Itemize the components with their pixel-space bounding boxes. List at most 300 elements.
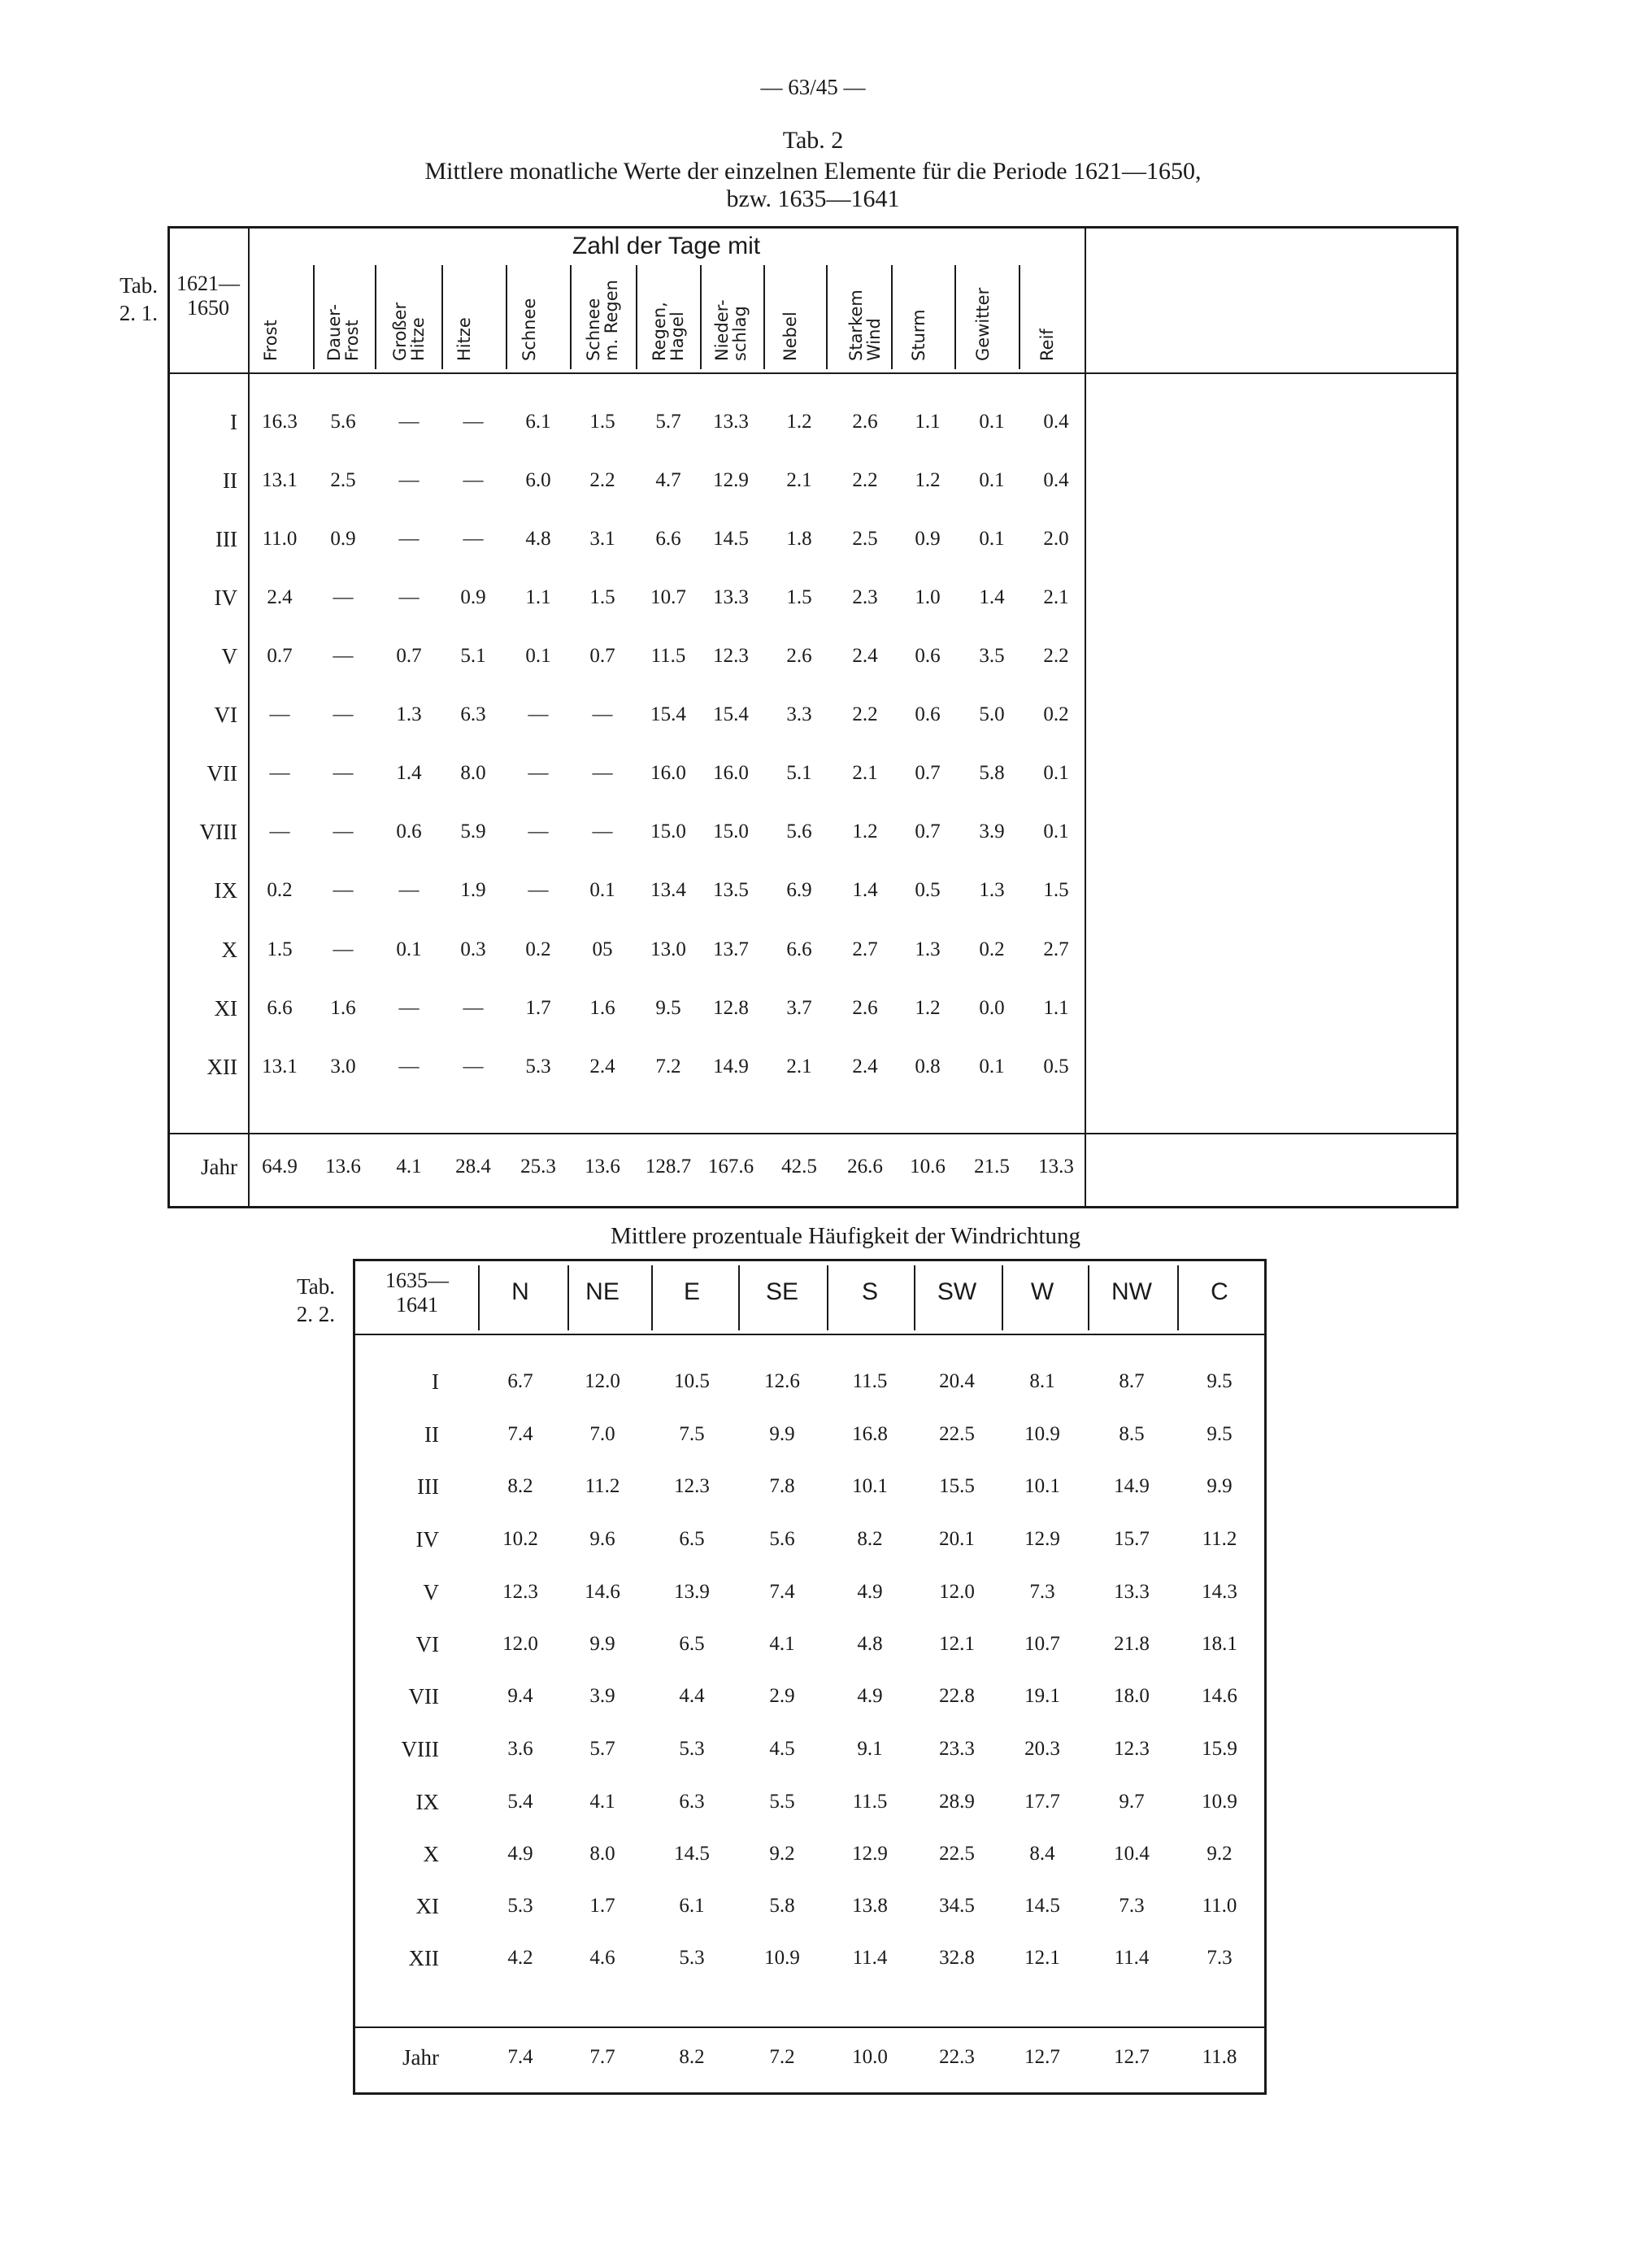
table2-row-label: XII bbox=[408, 1946, 439, 1970]
table2-cell: 14.5 bbox=[1024, 1895, 1060, 1917]
table1-cell: 0.2 bbox=[525, 938, 551, 960]
table2-row-label: VI bbox=[415, 1632, 439, 1656]
table2-cell: 12.9 bbox=[852, 1843, 888, 1865]
table2-cell: 7.8 bbox=[769, 1475, 795, 1497]
table1-cell: 6.6 bbox=[267, 997, 293, 1019]
table2-cell: 10.1 bbox=[1024, 1475, 1060, 1497]
table2-cell: 10.7 bbox=[1024, 1633, 1060, 1655]
table1-cell: 25.3 bbox=[520, 1156, 556, 1178]
table2-column-header: N bbox=[511, 1278, 529, 1305]
table1-cell: 5.0 bbox=[979, 703, 1005, 725]
table1-cell: 13.4 bbox=[650, 879, 686, 901]
table1-cell: 12.8 bbox=[713, 997, 749, 1019]
table2-cell: 7.7 bbox=[589, 2046, 615, 2068]
table1-column-rule bbox=[826, 265, 828, 369]
table1-cell: 1.8 bbox=[786, 528, 812, 550]
table2-cell: 11.2 bbox=[1202, 1528, 1237, 1550]
table1-row-label: I bbox=[230, 410, 237, 434]
table1-cell: 05 bbox=[592, 938, 613, 960]
table2-cell: 7.2 bbox=[769, 2046, 795, 2068]
table2-cell: 13.3 bbox=[1114, 1581, 1150, 1603]
table1-cell: 1.3 bbox=[396, 703, 422, 725]
table-title-line2: bzw. 1635—1641 bbox=[726, 185, 900, 212]
table1-cell: 2.2 bbox=[1043, 645, 1069, 667]
table1-cell: 14.5 bbox=[713, 528, 749, 550]
table1-cell: 1.5 bbox=[589, 411, 615, 433]
table1-cell: — bbox=[463, 997, 484, 1019]
table2-column-header: S bbox=[861, 1278, 878, 1305]
table1-column-header: Starkem Wind bbox=[846, 289, 884, 361]
table1-cell: 2.2 bbox=[589, 469, 615, 491]
table1-cell: 0.7 bbox=[915, 821, 941, 842]
table2-cell: 19.1 bbox=[1024, 1685, 1060, 1707]
table1-cell: 5.1 bbox=[786, 762, 812, 784]
table2-row-label: VIII bbox=[401, 1737, 439, 1761]
table1-cell: — bbox=[333, 586, 354, 608]
table2-cell: 5.6 bbox=[769, 1528, 795, 1550]
table2-cell: 14.5 bbox=[674, 1843, 710, 1865]
table2-cell: 4.6 bbox=[589, 1947, 615, 1969]
table1-column-rule bbox=[954, 265, 956, 369]
table1-cell: — bbox=[269, 821, 290, 842]
table1-cell: 2.4 bbox=[589, 1056, 615, 1077]
table2-row-label: VII bbox=[408, 1684, 439, 1709]
table2-column-header: NW bbox=[1111, 1278, 1152, 1305]
table1-cell: 0.8 bbox=[915, 1056, 941, 1077]
table1-cell: — bbox=[398, 411, 420, 433]
table2-cell: 8.4 bbox=[1029, 1843, 1055, 1865]
table1-column-rule bbox=[891, 265, 893, 369]
table1-cell: — bbox=[398, 997, 420, 1019]
table1-header-rule bbox=[167, 372, 1459, 374]
table2-cell: 6.3 bbox=[679, 1791, 705, 1813]
table2-cell: 9.9 bbox=[769, 1423, 795, 1445]
table1-column-header: Schnee m. Regen bbox=[584, 280, 621, 361]
table2-cell: 9.9 bbox=[1206, 1475, 1233, 1497]
table2-row-label: III bbox=[417, 1474, 439, 1499]
table1-cell: 5.3 bbox=[525, 1056, 551, 1077]
table2-title: Mittlere prozentuale Häufigkeit der Windrichtung bbox=[610, 1223, 1081, 1249]
table1-cell: 13.3 bbox=[1038, 1156, 1074, 1178]
table2-cell: 4.9 bbox=[857, 1581, 883, 1603]
table1-cell: 13.3 bbox=[713, 411, 749, 433]
table1-cell: 10.6 bbox=[910, 1156, 946, 1178]
table1-cell: 6.1 bbox=[525, 411, 551, 433]
table1-cell: 28.4 bbox=[455, 1156, 491, 1178]
table1-group-header: Zahl der Tage mit bbox=[572, 233, 761, 259]
table2-cell: 7.4 bbox=[769, 1581, 795, 1603]
table2-column-header: SW bbox=[937, 1278, 977, 1305]
table1-cell: 2.3 bbox=[852, 586, 878, 608]
table2-row-label: II bbox=[424, 1422, 439, 1447]
table1-cell: 6.9 bbox=[786, 879, 812, 901]
table1-cell: — bbox=[333, 645, 354, 667]
table1-cell: 0.1 bbox=[1043, 762, 1069, 784]
table2-row-label: X bbox=[423, 1842, 439, 1866]
table1-cell: 2.4 bbox=[852, 1056, 878, 1077]
table2-side-label: Tab. 2. 2. bbox=[296, 1274, 335, 1326]
table1-cell: 1.4 bbox=[852, 879, 878, 901]
table1-cell: — bbox=[398, 1056, 420, 1077]
table2-cell: 10.0 bbox=[852, 2046, 888, 2068]
table2-row-label: XI bbox=[415, 1894, 439, 1918]
table2-cell: 11.4 bbox=[1114, 1947, 1150, 1969]
table2-cell: 12.0 bbox=[585, 1370, 620, 1392]
table1-column-header: Nieder- schlag bbox=[712, 299, 750, 361]
table2-cell: 12.6 bbox=[764, 1370, 800, 1392]
table1-cell: 1.1 bbox=[1043, 997, 1069, 1019]
table1-row-label: IV bbox=[214, 586, 237, 610]
table1-column-rule bbox=[570, 265, 572, 369]
table1-cell: 0.1 bbox=[979, 1056, 1005, 1077]
table2-column-rule bbox=[738, 1265, 740, 1330]
table1-cell: 12.3 bbox=[713, 645, 749, 667]
table2-cell: 9.4 bbox=[507, 1685, 533, 1707]
table2-cell: 10.9 bbox=[764, 1947, 800, 1969]
table1-cell: 1.9 bbox=[460, 879, 486, 901]
table2-cell: 23.3 bbox=[939, 1738, 975, 1760]
table1-cell: 0.1 bbox=[979, 411, 1005, 433]
table2-cell: 1.7 bbox=[589, 1895, 615, 1917]
table1-cell: 21.5 bbox=[974, 1156, 1010, 1178]
table1-cell: 1.2 bbox=[915, 469, 941, 491]
table1-cell: 5.6 bbox=[786, 821, 812, 842]
table1-total-rule bbox=[167, 1133, 1459, 1134]
table2-cell: 8.2 bbox=[507, 1475, 533, 1497]
table1-cell: 0.1 bbox=[979, 528, 1005, 550]
table1-cell: 13.3 bbox=[713, 586, 749, 608]
table1-cell: — bbox=[333, 821, 354, 842]
table2-cell: 9.7 bbox=[1119, 1791, 1145, 1813]
table2-row-label: I bbox=[432, 1369, 439, 1394]
table1-cell: 1.5 bbox=[267, 938, 293, 960]
table2-total-rule bbox=[353, 2026, 1267, 2028]
table2-column-rule bbox=[914, 1265, 915, 1330]
table1-cell: 0.9 bbox=[460, 586, 486, 608]
table2-cell: 18.1 bbox=[1202, 1633, 1237, 1655]
table1-cell: 0.2 bbox=[979, 938, 1005, 960]
table1-column-rule bbox=[763, 265, 765, 369]
table2-cell: 8.5 bbox=[1119, 1423, 1145, 1445]
table1-cell: 128.7 bbox=[645, 1156, 692, 1178]
table1-cell: 0.1 bbox=[1043, 821, 1069, 842]
table-number: Tab. 2 bbox=[782, 127, 844, 154]
table1-cell: 15.0 bbox=[713, 821, 749, 842]
table2-cell: 10.5 bbox=[674, 1370, 710, 1392]
table1-cell: 16.0 bbox=[650, 762, 686, 784]
table1-cell: 10.7 bbox=[650, 586, 686, 608]
table1-cell: 2.1 bbox=[786, 469, 812, 491]
table1-cell: 2.6 bbox=[786, 645, 812, 667]
table1-cell: 0.1 bbox=[525, 645, 551, 667]
table-title-line1: Mittlere monatliche Werte der einzelnen Elemente für die Periode 1621—1650, bbox=[424, 158, 1202, 185]
table1-cell: — bbox=[269, 762, 290, 784]
table2-cell: 12.3 bbox=[502, 1581, 538, 1603]
table1-column-header: Großer Hitze bbox=[390, 302, 428, 361]
table1-cell: 2.4 bbox=[267, 586, 293, 608]
table1-cell: 13.6 bbox=[325, 1156, 361, 1178]
table1-cell: 11.5 bbox=[650, 645, 686, 667]
table2-cell: 22.8 bbox=[939, 1685, 975, 1707]
table1-cell: 0.6 bbox=[915, 645, 941, 667]
table1-cell: 1.5 bbox=[1043, 879, 1069, 901]
table1-cell: 15.0 bbox=[650, 821, 686, 842]
table1-cell: 1.2 bbox=[852, 821, 878, 842]
table2-cell: 5.3 bbox=[679, 1738, 705, 1760]
table1-cell: 3.3 bbox=[786, 703, 812, 725]
table2-cell: 11.2 bbox=[585, 1475, 620, 1497]
table2-cell: 5.4 bbox=[507, 1791, 533, 1813]
table2-cell: 15.7 bbox=[1114, 1528, 1150, 1550]
table1-column-rule bbox=[313, 265, 315, 369]
table2-column-rule bbox=[827, 1265, 828, 1330]
table1-cell: 0.3 bbox=[460, 938, 486, 960]
table2-cell: 12.3 bbox=[1114, 1738, 1150, 1760]
table1-cell: 0.6 bbox=[915, 703, 941, 725]
table1-cell: 3.7 bbox=[786, 997, 812, 1019]
table2-cell: 9.5 bbox=[1206, 1370, 1233, 1392]
table1-cell: 1.3 bbox=[915, 938, 941, 960]
table1-column-header: Hitze bbox=[454, 317, 474, 361]
table1-cell: 2.6 bbox=[852, 411, 878, 433]
table1-cell: 5.6 bbox=[330, 411, 356, 433]
table2-cell: 15.5 bbox=[939, 1475, 975, 1497]
table2-cell: 11.0 bbox=[1202, 1895, 1237, 1917]
table2-cell: 7.4 bbox=[507, 1423, 533, 1445]
table1-cell: 0.5 bbox=[1043, 1056, 1069, 1077]
table1-cell: 4.8 bbox=[525, 528, 551, 550]
table1-cell: — bbox=[333, 938, 354, 960]
table1-cell: 2.5 bbox=[852, 528, 878, 550]
table2-cell: 9.5 bbox=[1206, 1423, 1233, 1445]
table1-cell: 13.1 bbox=[262, 1056, 298, 1077]
table1-cell: — bbox=[269, 703, 290, 725]
table2-cell: 7.5 bbox=[679, 1423, 705, 1445]
table1-cell: 16.3 bbox=[262, 411, 298, 433]
table1-cell: — bbox=[398, 469, 420, 491]
table1-cell: — bbox=[592, 703, 613, 725]
table2-cell: 21.8 bbox=[1114, 1633, 1150, 1655]
table1-cell: 2.7 bbox=[1043, 938, 1069, 960]
table2-cell: 2.9 bbox=[769, 1685, 795, 1707]
table1-cell: — bbox=[592, 821, 613, 842]
table1-cell: 2.6 bbox=[852, 997, 878, 1019]
table1-cell: 2.1 bbox=[852, 762, 878, 784]
table2-cell: 12.1 bbox=[1024, 1947, 1060, 1969]
table1-period: 1621— 1650 bbox=[176, 272, 240, 320]
table1-cell: 2.4 bbox=[852, 645, 878, 667]
table1-cell: 0.1 bbox=[396, 938, 422, 960]
table1-cell: 2.2 bbox=[852, 703, 878, 725]
table1-column-rule bbox=[506, 265, 507, 369]
table2-cell: 17.7 bbox=[1024, 1791, 1060, 1813]
table1-cell: 4.1 bbox=[396, 1156, 422, 1178]
table1-cell: 1.4 bbox=[396, 762, 422, 784]
table2-row-label: IV bbox=[415, 1527, 439, 1552]
table1-column-header: Nebel bbox=[780, 311, 800, 361]
table1-row-label: VI bbox=[214, 703, 237, 727]
table2-column-rule bbox=[1088, 1265, 1089, 1330]
table1-cell: 0.7 bbox=[915, 762, 941, 784]
table2-cell: 11.5 bbox=[852, 1791, 888, 1813]
table1-cell: 3.9 bbox=[979, 821, 1005, 842]
table1-row-label: XI bbox=[214, 996, 237, 1021]
table1-column-rule bbox=[441, 265, 443, 369]
table1-column-header: Reif bbox=[1037, 329, 1057, 361]
table1-column-header: Sturm bbox=[909, 309, 928, 361]
table2-cell: 22.3 bbox=[939, 2046, 975, 2068]
table1-cell: 5.1 bbox=[460, 645, 486, 667]
table2-cell: 4.1 bbox=[769, 1633, 795, 1655]
table1-row-label: III bbox=[215, 527, 237, 551]
table2-cell: 16.8 bbox=[852, 1423, 888, 1445]
table2-cell: 4.4 bbox=[679, 1685, 705, 1707]
table1-cell: 0.9 bbox=[915, 528, 941, 550]
table1-cell: 1.6 bbox=[330, 997, 356, 1019]
table1-cell: 7.2 bbox=[655, 1056, 681, 1077]
table2-cell: 7.3 bbox=[1029, 1581, 1055, 1603]
table1-cell: — bbox=[333, 762, 354, 784]
table1-cell: 4.7 bbox=[655, 469, 681, 491]
table2-column-header: SE bbox=[765, 1278, 799, 1305]
table2-cell: 6.5 bbox=[679, 1528, 705, 1550]
table1-column-header: Gewitter bbox=[973, 287, 993, 361]
table2-cell: 9.9 bbox=[589, 1633, 615, 1655]
table2-cell: 9.1 bbox=[857, 1738, 883, 1760]
table1-cell: 0.7 bbox=[267, 645, 293, 667]
table1-cell: 6.6 bbox=[786, 938, 812, 960]
table1-cell: 15.4 bbox=[650, 703, 686, 725]
table2-cell: 13.8 bbox=[852, 1895, 888, 1917]
table1-row-label: IX bbox=[214, 878, 237, 903]
table2-cell: 5.7 bbox=[589, 1738, 615, 1760]
table1-cell: 6.3 bbox=[460, 703, 486, 725]
table1-cell: 1.5 bbox=[589, 586, 615, 608]
table1-cell: 1.0 bbox=[915, 586, 941, 608]
table2-cell: 7.3 bbox=[1206, 1947, 1233, 1969]
table2-cell: 12.0 bbox=[502, 1633, 538, 1655]
table2-cell: 4.2 bbox=[507, 1947, 533, 1969]
table1-row-label: X bbox=[221, 938, 237, 962]
table2-cell: 12.3 bbox=[674, 1475, 710, 1497]
table1-column-rule bbox=[700, 265, 702, 369]
table1-cell: — bbox=[592, 762, 613, 784]
table2-cell: 4.9 bbox=[857, 1685, 883, 1707]
table1-cell: 1.4 bbox=[979, 586, 1005, 608]
table1-row-label: Jahr bbox=[201, 1155, 237, 1179]
table1-cell: 1.2 bbox=[915, 997, 941, 1019]
table2-cell: 11.8 bbox=[1202, 2046, 1237, 2068]
table2-column-header: E bbox=[683, 1278, 700, 1305]
table2-cell: 12.0 bbox=[939, 1581, 975, 1603]
table1-cell: 2.1 bbox=[1043, 586, 1069, 608]
table1-cell: 0.1 bbox=[589, 879, 615, 901]
table1-cell: — bbox=[463, 469, 484, 491]
table1-cell: 0.5 bbox=[915, 879, 941, 901]
table1-cell: 167.6 bbox=[707, 1156, 754, 1178]
table2-cell: 7.0 bbox=[589, 1423, 615, 1445]
table1-column-header: Dauer- Frost bbox=[324, 303, 362, 361]
table1-cell: 0.2 bbox=[1043, 703, 1069, 725]
table1-cell: — bbox=[528, 821, 549, 842]
table2-cell: 11.5 bbox=[852, 1370, 888, 1392]
table2-cell: 9.6 bbox=[589, 1528, 615, 1550]
table1-cell: 1.2 bbox=[786, 411, 812, 433]
table1-cell: 64.9 bbox=[262, 1156, 298, 1178]
table1-cell: 1.6 bbox=[589, 997, 615, 1019]
table2-cell: 10.9 bbox=[1202, 1791, 1237, 1813]
table1-cell: 13.1 bbox=[262, 469, 298, 491]
table2-cell: 20.4 bbox=[939, 1370, 975, 1392]
table1-cell: 2.5 bbox=[330, 469, 356, 491]
table2-cell: 6.5 bbox=[679, 1633, 705, 1655]
table2-cell: 8.7 bbox=[1119, 1370, 1145, 1392]
table1-cell: 2.2 bbox=[852, 469, 878, 491]
table2-cell: 12.7 bbox=[1114, 2046, 1150, 2068]
table1-cell: 13.6 bbox=[585, 1156, 620, 1178]
table2-cell: 22.5 bbox=[939, 1843, 975, 1865]
table2-cell: 18.0 bbox=[1114, 1685, 1150, 1707]
table2-cell: 4.8 bbox=[857, 1633, 883, 1655]
table2-cell: 6.7 bbox=[507, 1370, 533, 1392]
table1-cell: 6.0 bbox=[525, 469, 551, 491]
table1-cell: — bbox=[333, 879, 354, 901]
table2-cell: 5.8 bbox=[769, 1895, 795, 1917]
table2-cell: 8.2 bbox=[679, 2046, 705, 2068]
table1-cell: 1.3 bbox=[979, 879, 1005, 901]
table2-cell: 10.1 bbox=[852, 1475, 888, 1497]
table2-column-header: NE bbox=[585, 1278, 620, 1305]
table1-row-label: XII bbox=[207, 1055, 237, 1079]
table2-cell: 8.1 bbox=[1029, 1370, 1055, 1392]
table1-cell: 5.8 bbox=[979, 762, 1005, 784]
table1-cell: 26.6 bbox=[847, 1156, 883, 1178]
table2-cell: 14.9 bbox=[1114, 1475, 1150, 1497]
table2-cell: 5.5 bbox=[769, 1791, 795, 1813]
table1-cell: 1.7 bbox=[525, 997, 551, 1019]
table2-cell: 20.3 bbox=[1024, 1738, 1060, 1760]
table1-column-rule bbox=[1019, 265, 1020, 369]
table2-cell: 14.6 bbox=[1202, 1685, 1237, 1707]
table2-cell: 20.1 bbox=[939, 1528, 975, 1550]
table1-cell: 42.5 bbox=[781, 1156, 817, 1178]
table1-cell: 13.7 bbox=[713, 938, 749, 960]
table2-cell: 6.1 bbox=[679, 1895, 705, 1917]
table1-cell: 9.5 bbox=[655, 997, 681, 1019]
table1-cell: 13.0 bbox=[650, 938, 686, 960]
table2-cell: 4.1 bbox=[589, 1791, 615, 1813]
table1-cell: 0.0 bbox=[979, 997, 1005, 1019]
table1-cell: — bbox=[398, 879, 420, 901]
table2-cell: 13.9 bbox=[674, 1581, 710, 1603]
table2-cell: 8.0 bbox=[589, 1843, 615, 1865]
table2-cell: 34.5 bbox=[939, 1895, 975, 1917]
table1-cell: 12.9 bbox=[713, 469, 749, 491]
table2-cell: 9.2 bbox=[1206, 1843, 1233, 1865]
table1-cell: — bbox=[398, 586, 420, 608]
table1-row-label: VII bbox=[207, 761, 237, 786]
table2-cell: 3.9 bbox=[589, 1685, 615, 1707]
table2-cell: 14.6 bbox=[585, 1581, 620, 1603]
table1-column-header: Regen, Hagel bbox=[650, 302, 687, 361]
table2-cell: 28.9 bbox=[939, 1791, 975, 1813]
table2-row-label: Jahr bbox=[402, 2045, 439, 2070]
table2-cell: 3.6 bbox=[507, 1738, 533, 1760]
table1-cell: 6.6 bbox=[655, 528, 681, 550]
table1-column-header: Frost bbox=[261, 320, 280, 361]
table2-cell: 12.1 bbox=[939, 1633, 975, 1655]
table1-cell: 3.0 bbox=[330, 1056, 356, 1077]
